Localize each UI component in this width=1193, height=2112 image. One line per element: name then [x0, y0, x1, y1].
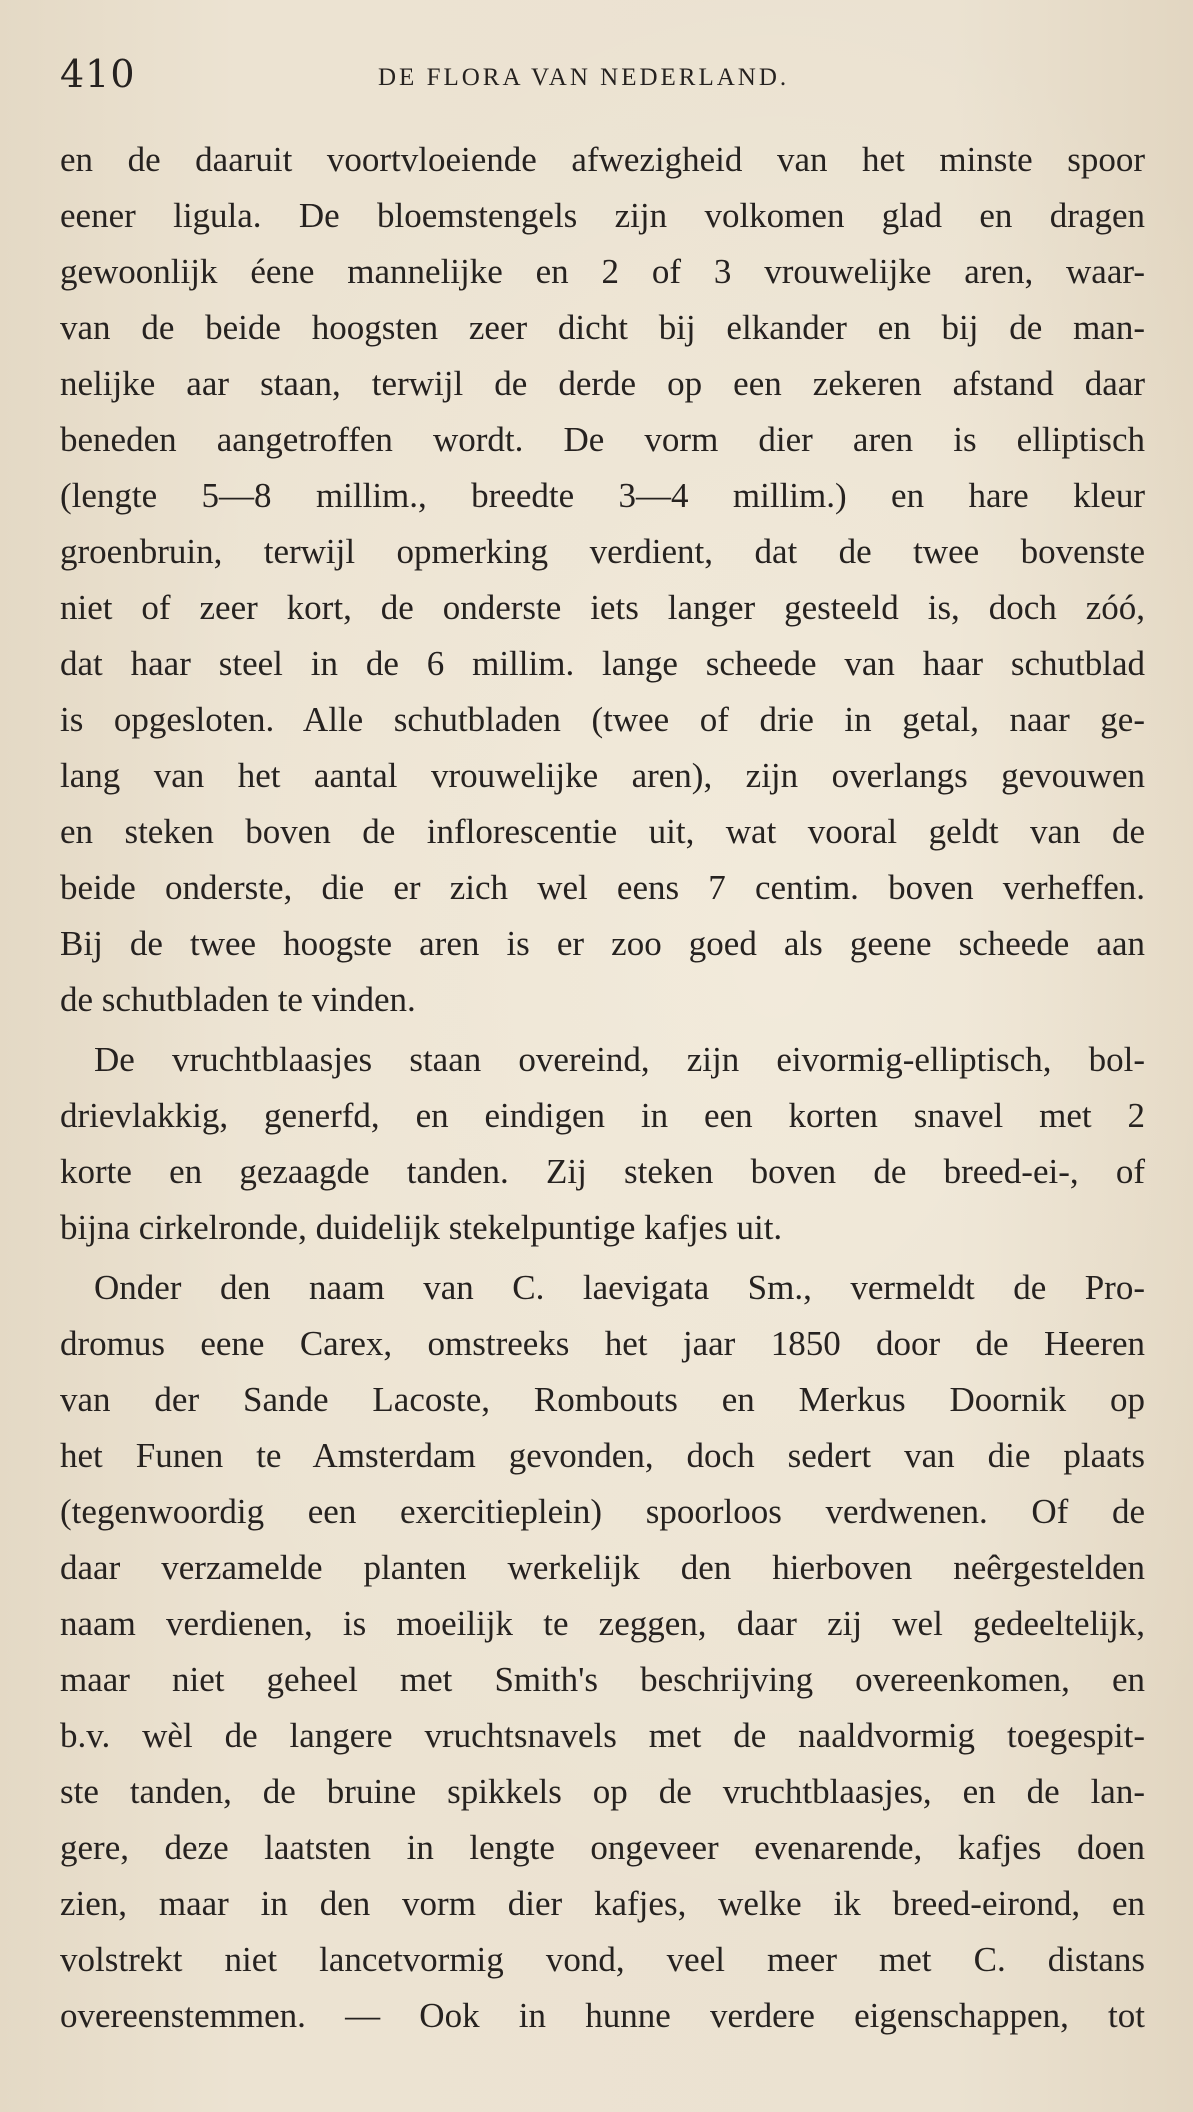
text-line: de schutbladen te vinden.	[60, 980, 416, 1019]
text-line: zien, maar in den vorm dier kafjes, welke ik breed-eirond, en	[60, 1884, 1145, 1923]
text-line: drievlakkig, generfd, en eindigen in een korten snavel met 2	[60, 1096, 1145, 1135]
text-line: van de beide hoogsten zeer dicht bij elkander en bij de man-	[60, 308, 1145, 347]
text-line: gere, deze laatsten in lengte ongeveer evenarende, kafjes doen	[60, 1828, 1145, 1867]
text-line: en steken boven de inflorescentie uit, wat vooral geldt van de	[60, 812, 1145, 851]
text-line: gewoonlijk éene mannelijke en 2 of 3 vrouwelijke aren, waar-	[60, 252, 1145, 291]
text-line: dromus eene Carex, omstreeks het jaar 1850 door de Heeren	[60, 1324, 1145, 1363]
text-line: (tegenwoordig een exercitieplein) spoorloos verdwenen. Of de	[60, 1492, 1145, 1531]
text-line: nelijke aar staan, terwijl de derde op een zekeren afstand daar	[60, 364, 1145, 403]
text-line: groenbruin, terwijl opmerking verdient, dat de twee bovenste	[60, 532, 1145, 571]
text-line: ste tanden, de bruine spikkels op de vruchtblaasjes, en de lan-	[60, 1772, 1145, 1811]
text-line: dat haar steel in de 6 millim. lange scheede van haar schutblad	[60, 644, 1145, 683]
text-line: De vruchtblaasjes staan overeind, zijn eivormig-elliptisch, bol-	[94, 1040, 1145, 1079]
text-line: lang van het aantal vrouwelijke aren), zijn overlangs gevouwen	[60, 756, 1145, 795]
text-line: niet of zeer kort, de onderste iets langer gesteeld is, doch zóó,	[60, 588, 1145, 627]
text-line: van der Sande Lacoste, Rombouts en Merkus Doornik op	[60, 1380, 1145, 1419]
text-line: en de daaruit voortvloeiende afwezigheid van het minste spoor	[60, 140, 1145, 179]
text-line: maar niet geheel met Smith's beschrijving overeenkomen, en	[60, 1660, 1145, 1699]
text-line: Onder den naam van C. laevigata Sm., vermeldt de Pro-	[94, 1268, 1145, 1307]
text-line: daar verzamelde planten werkelijk den hierboven neêrgestelden	[60, 1548, 1145, 1587]
text-line: naam verdienen, is moeilijk te zeggen, daar zij wel gedeeltelijk,	[60, 1604, 1145, 1643]
page-number: 410	[60, 52, 136, 96]
running-title: DE FLORA VAN NEDERLAND.	[378, 64, 790, 91]
text-line: Bij de twee hoogste aren is er zoo goed als geene scheede aan	[60, 924, 1145, 963]
text-line: overeenstemmen. — Ook in hunne verdere eigenschappen, tot	[60, 1996, 1145, 2035]
text-line: korte en gezaagde tanden. Zij steken boven de breed-ei-, of	[60, 1152, 1145, 1191]
text-line: bijna cirkelronde, duidelijk stekelpuntige kafjes uit.	[60, 1208, 783, 1247]
text-line: het Funen te Amsterdam gevonden, doch sedert van die plaats	[60, 1436, 1145, 1475]
text-line: b.v. wèl de langere vruchtsnavels met de naaldvormig toegespit-	[60, 1716, 1145, 1755]
page-header	[60, 52, 1140, 102]
text-line: is opgesloten. Alle schutbladen (twee of drie in getal, naar ge-	[60, 700, 1145, 739]
text-line: beide onderste, die er zich wel eens 7 centim. boven verheffen.	[60, 868, 1145, 907]
text-line: eener ligula. De bloemstengels zijn volkomen glad en dragen	[60, 196, 1145, 235]
text-line: (lengte 5—8 millim., breedte 3—4 millim.) en hare kleur	[60, 476, 1145, 515]
text-line: volstrekt niet lancetvormig vond, veel meer met C. distans	[60, 1940, 1145, 1979]
text-line: beneden aangetroffen wordt. De vorm dier aren is elliptisch	[60, 420, 1145, 459]
